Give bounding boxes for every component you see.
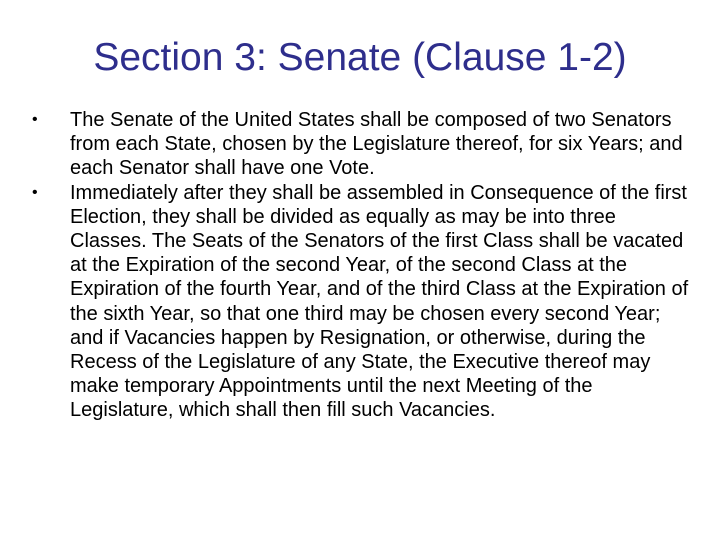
bullet-text: Immediately after they shall be assembled in Consequence of the first Election, they shall be divided as equally as may be into three Classes. The Seats of the Senators of the first Class shall be vacated at the Expiration of the second Year, of the second Class at the Expiration of the fourth Year, and of the third Class at the Expiration of the sixth Year, so that one third may be chosen every second Year; and if Vacancies happen by Resignation, or otherwise, during the Recess of the Legislature of any State, the Executive thereof may make temporary Appointments until the next Meeting of the Legislature, which shall then fill such Vacancies.	[70, 181, 689, 422]
bullet-icon: •	[32, 183, 38, 201]
bullet-item	[30, 181, 690, 423]
bullet-icon: •	[32, 111, 38, 128]
slide-title: Section 3: Senate (Clause 1-2)	[93, 36, 627, 79]
bullet-text: The Senate of the United States shall be composed of two Senators from each State, chosen by the Legislature thereof, for six Years; and each Senator shall have one Vote.	[70, 109, 683, 180]
bullet-item	[30, 108, 690, 181]
bullet-list	[30, 108, 690, 423]
